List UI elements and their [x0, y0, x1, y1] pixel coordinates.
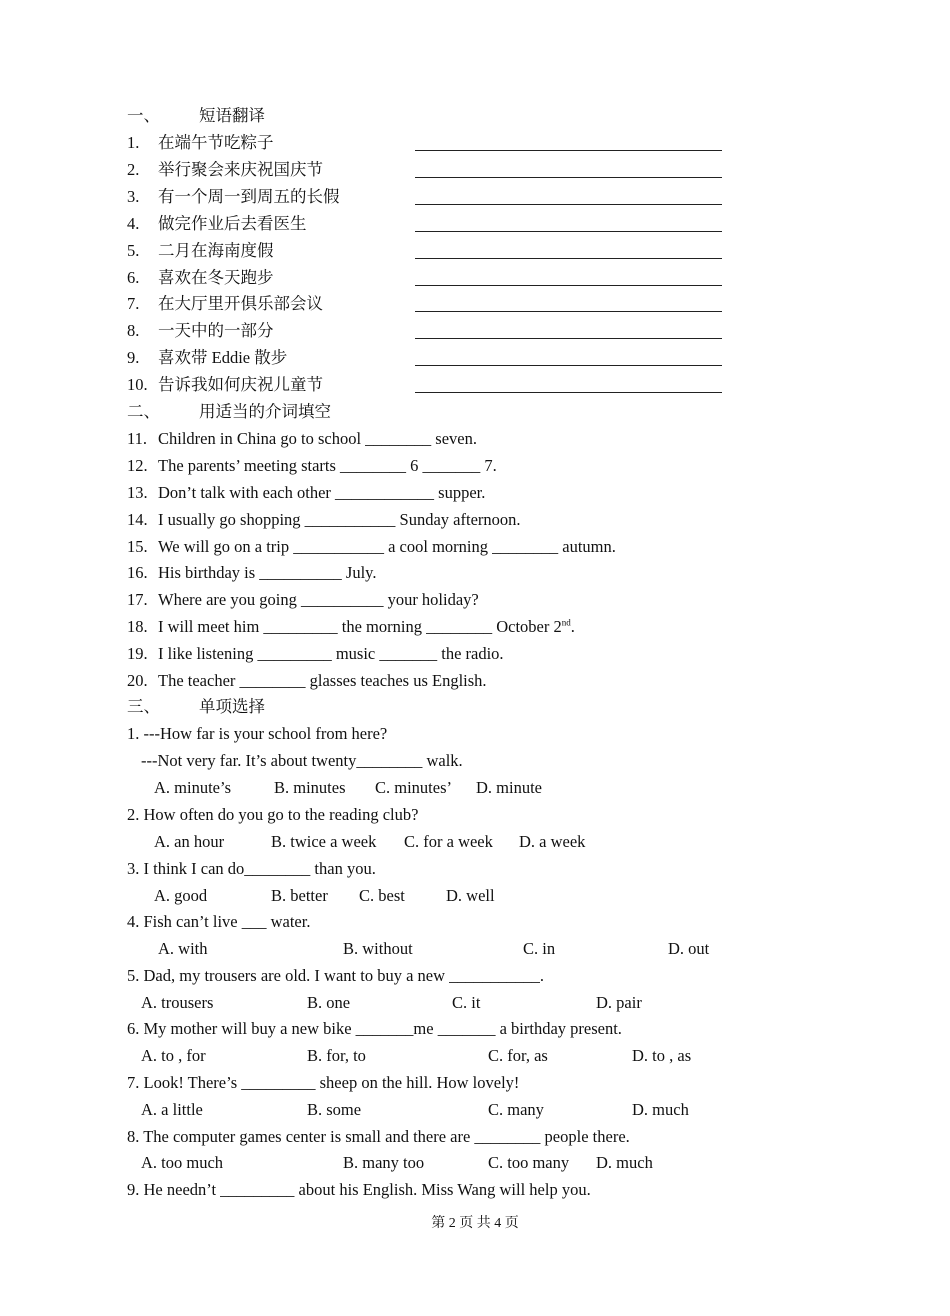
item-18-number: 18. [127, 617, 148, 636]
q1-stem: 1. ---How far is your school from here? [127, 724, 388, 743]
item-18-superscript: nd [561, 617, 571, 628]
q2-option-c[interactable]: C. for a week [404, 832, 493, 851]
q3-option-b[interactable]: B. better [271, 886, 328, 905]
item-4-text: 做完作业后去看医生 [158, 214, 307, 233]
q8-option-c[interactable]: C. too many [488, 1153, 570, 1172]
q2-option-b[interactable]: B. twice a week [271, 832, 377, 851]
item-18-line [158, 617, 575, 637]
q1-line2: ---Not very far. It’s about twenty________ walk. [141, 751, 463, 770]
item-17-text: Where are you going __________ your holiday? [158, 590, 479, 609]
item-18-tail: . [570, 617, 575, 636]
q3-option-a[interactable]: A. good [154, 886, 208, 905]
q1-option-a[interactable]: A. minute’s [154, 778, 231, 797]
q6-option-a[interactable]: A. to , for [141, 1046, 206, 1065]
q8-option-a[interactable]: A. too much [141, 1153, 224, 1172]
item-20-text: The teacher ________ glasses teaches us English. [158, 671, 487, 690]
answer-blank-5[interactable] [415, 258, 722, 259]
q6-option-c[interactable]: C. for, as [488, 1046, 548, 1065]
item-9-text: 喜欢带 Eddie 散步 [158, 348, 288, 367]
item-14-text: I usually go shopping ___________ Sunday afternoon. [158, 510, 521, 529]
section-2-title: 用适当的介词填空 [199, 402, 331, 421]
item-20-number: 20. [127, 671, 148, 690]
item-7-text: 在大厅里开俱乐部会议 [158, 294, 323, 313]
item-2-text: 举行聚会来庆祝国庆节 [158, 160, 323, 179]
answer-blank-3[interactable] [415, 204, 722, 205]
section-1-number: 一、 [127, 106, 160, 125]
section-3-title: 单项选择 [199, 697, 265, 716]
item-3-text: 有一个周一到周五的长假 [158, 187, 340, 206]
item-9-number: 9. [127, 348, 140, 367]
q7-option-a[interactable]: A. a little [141, 1100, 203, 1119]
q8-option-b[interactable]: B. many too [343, 1153, 425, 1172]
item-13-number: 13. [127, 483, 148, 502]
answer-blank-1[interactable] [415, 150, 722, 151]
q5-stem: 5. Dad, my trousers are old. I want to buy a new ___________. [127, 966, 545, 985]
q4-option-a[interactable]: A. with [158, 939, 208, 958]
answer-blank-6[interactable] [415, 285, 722, 286]
q2-stem: 2. How often do you go to the reading club? [127, 805, 419, 824]
answer-blank-9[interactable] [415, 365, 722, 366]
item-17-number: 17. [127, 590, 148, 609]
answer-blank-8[interactable] [415, 338, 722, 339]
q2-option-d[interactable]: D. a week [519, 832, 586, 851]
q5-option-c[interactable]: C. it [452, 993, 481, 1012]
answer-blank-7[interactable] [415, 311, 722, 312]
q9-stem: 9. He needn’t _________ about his English. Miss Wang will help you. [127, 1180, 591, 1199]
item-8-text: 一天中的一部分 [158, 321, 274, 340]
q2-option-a[interactable]: A. an hour [154, 832, 225, 851]
item-5-number: 5. [127, 241, 140, 260]
item-11-number: 11. [127, 429, 148, 448]
q5-option-b[interactable]: B. one [307, 993, 351, 1012]
item-1-text: 在端午节吃粽子 [158, 133, 274, 152]
answer-blank-2[interactable] [415, 177, 722, 178]
item-8-number: 8. [127, 321, 140, 340]
q6-option-b[interactable]: B. for, to [307, 1046, 366, 1065]
item-15-number: 15. [127, 537, 148, 556]
q5-option-a[interactable]: A. trousers [141, 993, 214, 1012]
q1-option-d[interactable]: D. minute [476, 778, 542, 797]
answer-blank-4[interactable] [415, 231, 722, 232]
q8-stem: 8. The computer games center is small and there are ________ people there. [127, 1127, 630, 1146]
answer-blank-10[interactable] [415, 392, 722, 393]
item-13-text: Don’t talk with each other ____________ supper. [158, 483, 486, 502]
item-6-text: 喜欢在冬天跑步 [158, 268, 274, 287]
q7-stem: 7. Look! There’s _________ sheep on the hill. How lovely! [127, 1073, 520, 1092]
item-6-number: 6. [127, 268, 140, 287]
item-7-number: 7. [127, 294, 140, 313]
q3-option-c[interactable]: C. best [359, 886, 405, 905]
section-2-number: 二、 [127, 402, 160, 421]
item-10-text: 告诉我如何庆祝儿童节 [158, 375, 323, 394]
q3-stem: 3. I think I can do________ than you. [127, 859, 376, 878]
item-19-number: 19. [127, 644, 148, 663]
item-12-number: 12. [127, 456, 148, 475]
q7-option-d[interactable]: D. much [632, 1100, 689, 1119]
item-16-number: 16. [127, 563, 148, 582]
q4-stem: 4. Fish can’t live ___ water. [127, 912, 311, 931]
item-2-number: 2. [127, 160, 140, 179]
section-1-title: 短语翻译 [199, 106, 265, 125]
q4-option-c[interactable]: C. in [523, 939, 556, 958]
item-11-text: Children in China go to school ________ seven. [158, 429, 477, 448]
q4-option-d[interactable]: D. out [668, 939, 710, 958]
item-3-number: 3. [127, 187, 140, 206]
item-16-text: His birthday is __________ July. [158, 563, 377, 582]
page-footer: 第 2 页 共 4 页 [431, 1216, 519, 1231]
item-1-number: 1. [127, 133, 140, 152]
item-14-number: 14. [127, 510, 148, 529]
item-15-text: We will go on a trip ___________ a cool morning ________ autumn. [158, 537, 616, 556]
q1-option-c[interactable]: C. minutes’ [375, 778, 452, 797]
item-12-text: The parents’ meeting starts ________ 6 _______ 7. [158, 456, 497, 475]
item-19-text: I like listening _________ music _______ the radio. [158, 644, 504, 663]
q3-option-d[interactable]: D. well [446, 886, 495, 905]
item-18-text: I will meet him _________ the morning ________ October 2 [158, 617, 562, 636]
item-10-number: 10. [127, 375, 148, 394]
q5-option-d[interactable]: D. pair [596, 993, 642, 1012]
q4-option-b[interactable]: B. without [343, 939, 413, 958]
item-4-number: 4. [127, 214, 140, 233]
section-3-number: 三、 [127, 697, 160, 716]
q7-option-b[interactable]: B. some [307, 1100, 362, 1119]
q6-option-d[interactable]: D. to , as [632, 1046, 692, 1065]
item-5-text: 二月在海南度假 [158, 241, 274, 260]
q1-option-b[interactable]: B. minutes [274, 778, 346, 797]
q8-option-d[interactable]: D. much [596, 1153, 653, 1172]
q7-option-c[interactable]: C. many [488, 1100, 544, 1119]
q6-stem: 6. My mother will buy a new bike _______me _______ a birthday present. [127, 1019, 622, 1038]
